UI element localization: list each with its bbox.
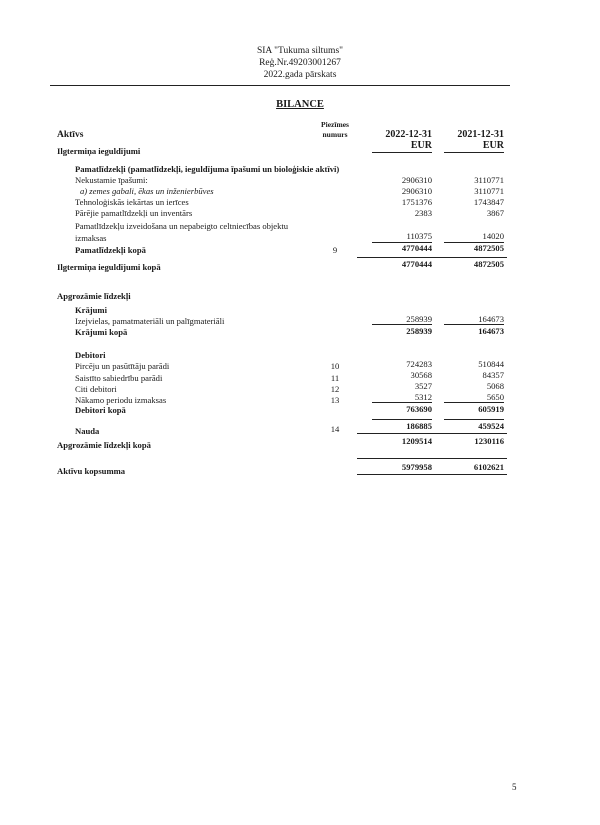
currency-2022: EUR	[410, 140, 432, 151]
subtotal-line-2021	[444, 419, 504, 420]
row-label: Tehnoloģiskās iekārtas un ierīces	[75, 197, 189, 207]
row-value-2022: 2906310	[401, 175, 432, 185]
notes-column-header: Piezīmes	[321, 120, 349, 129]
page-title: BILANCE	[276, 99, 324, 110]
total-line	[357, 433, 507, 434]
report-year: 2022.gada pārskats	[263, 70, 337, 80]
row-value-2021: 6102621	[473, 462, 504, 472]
row-value-2021: 3867	[486, 208, 504, 218]
row-value-2022: 258939	[406, 326, 432, 336]
row-label: Nauda	[75, 426, 100, 436]
grand-total-line	[357, 458, 507, 459]
header-underline-2022	[372, 152, 432, 153]
receivables-heading: Debitori	[75, 350, 106, 360]
long-term-investments-heading: Ilgtermiņa ieguldījumi	[57, 146, 141, 156]
row-value-2022: 110375	[406, 231, 432, 241]
row-value-2022: 763690	[406, 404, 432, 414]
row-value-2021: 510844	[478, 359, 504, 369]
row-value-2021: 4872505	[473, 243, 504, 253]
row-label: Krājumi kopā	[75, 327, 128, 337]
row-value-2022: 5312	[414, 392, 432, 402]
row-label: Nākamo periodu izmaksas	[75, 395, 167, 405]
row-value-2022: 3527	[414, 381, 432, 391]
row-label: Pircēju un pasūtītāju parādi	[75, 361, 170, 371]
row-value-2022: 30568	[410, 370, 432, 380]
current-assets-heading: Apgrozāmie līdzekļi	[57, 291, 131, 301]
currency-2021: EUR	[482, 140, 504, 151]
header-divider	[50, 85, 510, 86]
registration-number: Reģ.Nr.49203001267	[259, 58, 341, 68]
row-value-2021: 605919	[478, 404, 504, 414]
row-value-2021: 5068	[486, 381, 504, 391]
row-label: Pārējie pamatlīdzekļi un inventārs	[75, 208, 193, 218]
row-label: Citi debitori	[75, 384, 117, 394]
row-value-2021: 1230116	[474, 436, 504, 446]
row-value-2021: 164673	[478, 314, 504, 324]
row-label: Izejvielas, pamatmateriāli un palīgmateriāli	[75, 316, 225, 326]
row-value-2021: 164673	[478, 326, 504, 336]
year-2021-header: 2021-12-31	[457, 129, 504, 140]
company-name: SIA "Tukuma siltums"	[256, 46, 344, 56]
note-number: 9	[332, 245, 338, 255]
note-number: 11	[330, 373, 340, 383]
row-value-2021: 3110771	[474, 175, 504, 185]
subtotal-line-2022	[372, 419, 432, 420]
row-label: Aktīvu kopsumma	[57, 466, 126, 476]
grand-total-underline	[357, 474, 507, 475]
row-value-2021: 4872505	[473, 259, 504, 269]
row-label: Pamatlīdzekļu izveidošana un nepabeigto celtniecības objektu	[75, 221, 289, 231]
fixed-assets-heading: Pamatlīdzekļi (pamatlīdzekļi, ieguldījuma īpašumi un bioloģiskie aktīvi)	[75, 164, 340, 174]
row-label: Nekustamie īpašumi:	[75, 175, 148, 185]
row-value-2022: 4770444	[401, 259, 432, 269]
row-value-2022: 258939	[406, 314, 432, 324]
row-label: Saistīto sabiedrību parādi	[75, 373, 163, 383]
row-value-2021: 1743847	[473, 197, 504, 207]
row-label: izmaksas	[75, 233, 107, 243]
row-value-2022: 1751376	[401, 197, 432, 207]
subtotal-line-2022	[372, 402, 432, 403]
note-number: 13	[330, 395, 340, 405]
row-value-2022: 2383	[414, 208, 432, 218]
row-label: Apgrozāmie līdzekļi kopā	[57, 440, 151, 450]
row-label: a) zemes gabali, ēkas un inženierbūves	[80, 186, 214, 196]
row-value-2021: 84357	[482, 370, 504, 380]
note-number: 10	[330, 361, 340, 371]
row-value-2022: 2906310	[401, 186, 432, 196]
note-number: 12	[330, 384, 340, 394]
year-2022-header: 2022-12-31	[385, 129, 432, 140]
row-value-2021: 14020	[482, 231, 504, 241]
row-value-2022: 1209514	[401, 436, 432, 446]
subtotal-line-2021	[444, 324, 504, 325]
row-value-2022: 724283	[406, 359, 432, 369]
row-label: Pamatlīdzekļi kopā	[75, 245, 146, 255]
row-value-2021: 5650	[486, 392, 504, 402]
row-label: Debitori kopā	[75, 405, 126, 415]
section-heading-assets: Aktīvs	[57, 130, 84, 140]
row-value-2021: 459524	[478, 421, 504, 431]
total-line	[357, 257, 507, 258]
subtotal-line-2021	[444, 402, 504, 403]
subtotal-line-2022	[372, 324, 432, 325]
row-value-2022: 5979958	[401, 462, 432, 472]
row-value-2021: 3110771	[474, 186, 504, 196]
notes-column-header-sub: numurs	[322, 130, 348, 139]
row-value-2022: 4770444	[401, 243, 432, 253]
inventories-heading: Krājumi	[75, 305, 107, 315]
row-value-2022: 186885	[406, 421, 432, 431]
page-number: 5	[512, 782, 517, 792]
note-number: 14	[330, 424, 340, 434]
row-label: Ilgtermiņa ieguldījumi kopā	[57, 262, 161, 272]
header-underline-2021	[444, 152, 504, 153]
